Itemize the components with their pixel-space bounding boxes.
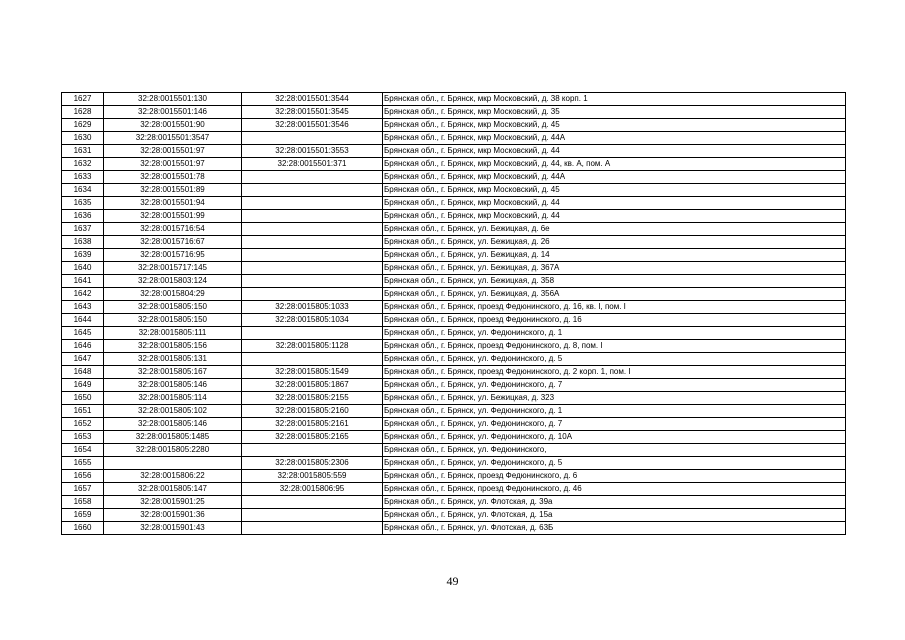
related-cadastral-number-cell: 32:28:0015805:1867	[242, 379, 383, 392]
row-number: 1650	[62, 392, 104, 405]
related-cadastral-number-cell	[242, 275, 383, 288]
table-row	[62, 184, 846, 197]
address-cell: Брянская обл., г. Брянск, ул. Бежицкая, д. 6е	[383, 223, 846, 236]
table-row	[62, 249, 846, 262]
table-row	[62, 483, 846, 496]
address-cell: Брянская обл., г. Брянск, мкр Московский, д. 44А	[383, 132, 846, 145]
row-number: 1649	[62, 379, 104, 392]
address-cell: Брянская обл., г. Брянск, проезд Федюнинского, д. 16, кв. I, пом. I	[383, 301, 846, 314]
cadastral-number-cell: 32:28:0015803:124	[104, 275, 242, 288]
table-row	[62, 444, 846, 457]
table-row	[62, 392, 846, 405]
cadastral-number-cell: 32:28:0015501:130	[104, 93, 242, 106]
row-number: 1630	[62, 132, 104, 145]
related-cadastral-number-cell: 32:28:0015501:371	[242, 158, 383, 171]
cadastral-number-cell: 32:28:0015901:25	[104, 496, 242, 509]
related-cadastral-number-cell: 32:28:0015501:3544	[242, 93, 383, 106]
table-row	[62, 93, 846, 106]
row-number: 1628	[62, 106, 104, 119]
cadastral-number-cell: 32:28:0015805:150	[104, 301, 242, 314]
cadastral-number-cell: 32:28:0015805:102	[104, 405, 242, 418]
table-row	[62, 366, 846, 379]
row-number: 1654	[62, 444, 104, 457]
table-row	[62, 431, 846, 444]
related-cadastral-number-cell: 32:28:0015805:1033	[242, 301, 383, 314]
cadastral-number-cell: 32:28:0015716:54	[104, 223, 242, 236]
table-row	[62, 288, 846, 301]
cadastral-number-cell: 32:28:0015804:29	[104, 288, 242, 301]
related-cadastral-number-cell	[242, 353, 383, 366]
table-row	[62, 210, 846, 223]
cadastral-number-cell: 32:28:0015805:146	[104, 418, 242, 431]
table-row	[62, 171, 846, 184]
address-cell: Брянская обл., г. Брянск, ул. Федюнинского, д. 5	[383, 457, 846, 470]
row-number: 1653	[62, 431, 104, 444]
cadastral-number-cell	[104, 457, 242, 470]
table-row	[62, 457, 846, 470]
row-number: 1648	[62, 366, 104, 379]
table-row	[62, 262, 846, 275]
table-row	[62, 275, 846, 288]
address-cell: Брянская обл., г. Брянск, ул. Бежицкая, д. 367А	[383, 262, 846, 275]
property-registry-table	[61, 92, 846, 535]
address-cell: Брянская обл., г. Брянск, ул. Федюнинского, д. 1	[383, 405, 846, 418]
row-number: 1656	[62, 470, 104, 483]
address-cell: Брянская обл., г. Брянск, проезд Федюнинского, д. 16	[383, 314, 846, 327]
cadastral-number-cell: 32:28:0015805:111	[104, 327, 242, 340]
row-number: 1655	[62, 457, 104, 470]
related-cadastral-number-cell: 32:28:0015501:3553	[242, 145, 383, 158]
table-row	[62, 405, 846, 418]
address-cell: Брянская обл., г. Брянск, мкр Московский, д. 44	[383, 197, 846, 210]
address-cell: Брянская обл., г. Брянск, ул. Федюнинского, д. 5	[383, 353, 846, 366]
related-cadastral-number-cell: 32:28:0015501:3546	[242, 119, 383, 132]
address-cell: Брянская обл., г. Брянск, ул. Федюнинского, д. 10А	[383, 431, 846, 444]
related-cadastral-number-cell	[242, 210, 383, 223]
cadastral-number-cell: 32:28:0015501:90	[104, 119, 242, 132]
related-cadastral-number-cell	[242, 197, 383, 210]
table-row	[62, 197, 846, 210]
table-row	[62, 119, 846, 132]
row-number: 1646	[62, 340, 104, 353]
table-row	[62, 340, 846, 353]
cadastral-number-cell: 32:28:0015805:167	[104, 366, 242, 379]
row-number: 1642	[62, 288, 104, 301]
row-number: 1641	[62, 275, 104, 288]
row-number: 1644	[62, 314, 104, 327]
cadastral-number-cell: 32:28:0015716:95	[104, 249, 242, 262]
row-number: 1632	[62, 158, 104, 171]
address-cell: Брянская обл., г. Брянск, проезд Федюнинского, д. 8, пом. I	[383, 340, 846, 353]
related-cadastral-number-cell: 32:28:0015805:559	[242, 470, 383, 483]
page-number: 49	[446, 574, 459, 588]
address-cell: Брянская обл., г. Брянск, ул. Бежицкая, д. 14	[383, 249, 846, 262]
row-number: 1659	[62, 509, 104, 522]
cadastral-number-cell: 32:28:0015805:147	[104, 483, 242, 496]
address-cell: Брянская обл., г. Брянск, мкр Московский, д. 44	[383, 210, 846, 223]
address-cell: Брянская обл., г. Брянск, ул. Федюнинского,	[383, 444, 846, 457]
row-number: 1629	[62, 119, 104, 132]
row-number: 1647	[62, 353, 104, 366]
related-cadastral-number-cell	[242, 509, 383, 522]
row-number: 1635	[62, 197, 104, 210]
related-cadastral-number-cell	[242, 223, 383, 236]
cadastral-number-cell: 32:28:0015805:1485	[104, 431, 242, 444]
cadastral-number-cell: 32:28:0015501:146	[104, 106, 242, 119]
related-cadastral-number-cell	[242, 288, 383, 301]
cadastral-number-cell: 32:28:0015805:150	[104, 314, 242, 327]
cadastral-number-cell: 32:28:0015805:131	[104, 353, 242, 366]
address-cell: Брянская обл., г. Брянск, мкр Московский, д. 45	[383, 119, 846, 132]
related-cadastral-number-cell	[242, 132, 383, 145]
related-cadastral-number-cell: 32:28:0015806:95	[242, 483, 383, 496]
row-number: 1658	[62, 496, 104, 509]
related-cadastral-number-cell	[242, 327, 383, 340]
address-cell: Брянская обл., г. Брянск, ул. Федюнинского, д. 7	[383, 418, 846, 431]
table-row	[62, 327, 846, 340]
cadastral-number-cell: 32:28:0015901:43	[104, 522, 242, 535]
address-cell: Брянская обл., г. Брянск, ул. Флотская, д. 15а	[383, 509, 846, 522]
related-cadastral-number-cell: 32:28:0015805:2155	[242, 392, 383, 405]
related-cadastral-number-cell: 32:28:0015805:2165	[242, 431, 383, 444]
table-row	[62, 353, 846, 366]
row-number: 1651	[62, 405, 104, 418]
cadastral-number-cell: 32:28:0015901:36	[104, 509, 242, 522]
cadastral-number-cell: 32:28:0015501:89	[104, 184, 242, 197]
row-number: 1657	[62, 483, 104, 496]
row-number: 1631	[62, 145, 104, 158]
cadastral-number-cell: 32:28:0015716:67	[104, 236, 242, 249]
row-number: 1633	[62, 171, 104, 184]
address-cell: Брянская обл., г. Брянск, проезд Федюнинского, д. 46	[383, 483, 846, 496]
row-number: 1636	[62, 210, 104, 223]
related-cadastral-number-cell: 32:28:0015805:2161	[242, 418, 383, 431]
address-cell: Брянская обл., г. Брянск, мкр Московский, д. 44А	[383, 171, 846, 184]
address-cell: Брянская обл., г. Брянск, ул. Бежицкая, д. 356А	[383, 288, 846, 301]
related-cadastral-number-cell	[242, 522, 383, 535]
address-cell: Брянская обл., г. Брянск, проезд Федюнинского, д. 2 корп. 1, пом. I	[383, 366, 846, 379]
table-row	[62, 509, 846, 522]
table-row	[62, 418, 846, 431]
related-cadastral-number-cell: 32:28:0015805:1128	[242, 340, 383, 353]
table-row	[62, 223, 846, 236]
row-number: 1639	[62, 249, 104, 262]
address-cell: Брянская обл., г. Брянск, ул. Бежицкая, д. 323	[383, 392, 846, 405]
row-number: 1643	[62, 301, 104, 314]
related-cadastral-number-cell	[242, 249, 383, 262]
cadastral-number-cell: 32:28:0015805:146	[104, 379, 242, 392]
address-cell: Брянская обл., г. Брянск, мкр Московский, д. 45	[383, 184, 846, 197]
related-cadastral-number-cell: 32:28:0015805:2160	[242, 405, 383, 418]
related-cadastral-number-cell: 32:28:0015805:1549	[242, 366, 383, 379]
address-cell: Брянская обл., г. Брянск, мкр Московский, д. 35	[383, 106, 846, 119]
table-row	[62, 132, 846, 145]
table-row	[62, 314, 846, 327]
related-cadastral-number-cell	[242, 171, 383, 184]
row-number: 1652	[62, 418, 104, 431]
cadastral-number-cell: 32:28:0015805:2280	[104, 444, 242, 457]
cadastral-number-cell: 32:28:0015805:114	[104, 392, 242, 405]
related-cadastral-number-cell: 32:28:0015805:1034	[242, 314, 383, 327]
row-number: 1660	[62, 522, 104, 535]
address-cell: Брянская обл., г. Брянск, ул. Флотская, д. 39а	[383, 496, 846, 509]
related-cadastral-number-cell	[242, 236, 383, 249]
cadastral-number-cell: 32:28:0015501:97	[104, 158, 242, 171]
table-row	[62, 470, 846, 483]
related-cadastral-number-cell	[242, 496, 383, 509]
address-cell: Брянская обл., г. Брянск, ул. Федюнинского, д. 7	[383, 379, 846, 392]
row-number: 1634	[62, 184, 104, 197]
table-row	[62, 145, 846, 158]
cadastral-number-cell: 32:28:0015805:156	[104, 340, 242, 353]
row-number: 1645	[62, 327, 104, 340]
row-number: 1627	[62, 93, 104, 106]
address-cell: Брянская обл., г. Брянск, мкр Московский, д. 44	[383, 145, 846, 158]
related-cadastral-number-cell	[242, 262, 383, 275]
related-cadastral-number-cell: 32:28:0015805:2306	[242, 457, 383, 470]
table-row	[62, 522, 846, 535]
address-cell: Брянская обл., г. Брянск, мкр Московский, д. 44, кв. А, пом. А	[383, 158, 846, 171]
table-row	[62, 379, 846, 392]
cadastral-number-cell: 32:28:0015717:145	[104, 262, 242, 275]
related-cadastral-number-cell	[242, 184, 383, 197]
cadastral-number-cell: 32:28:0015806:22	[104, 470, 242, 483]
table-body	[62, 93, 846, 535]
row-number: 1637	[62, 223, 104, 236]
row-number: 1640	[62, 262, 104, 275]
address-cell: Брянская обл., г. Брянск, ул. Федюнинского, д. 1	[383, 327, 846, 340]
table-row	[62, 158, 846, 171]
address-cell: Брянская обл., г. Брянск, ул. Бежицкая, д. 26	[383, 236, 846, 249]
cadastral-number-cell: 32:28:0015501:3547	[104, 132, 242, 145]
table-row	[62, 301, 846, 314]
related-cadastral-number-cell: 32:28:0015501:3545	[242, 106, 383, 119]
table-row	[62, 236, 846, 249]
table-row	[62, 496, 846, 509]
row-number: 1638	[62, 236, 104, 249]
cadastral-number-cell: 32:28:0015501:99	[104, 210, 242, 223]
table-row	[62, 106, 846, 119]
address-cell: Брянская обл., г. Брянск, ул. Бежицкая, д. 358	[383, 275, 846, 288]
address-cell: Брянская обл., г. Брянск, мкр Московский, д. 38 корп. 1	[383, 93, 846, 106]
cadastral-number-cell: 32:28:0015501:94	[104, 197, 242, 210]
address-cell: Брянская обл., г. Брянск, ул. Флотская, д. 63Б	[383, 522, 846, 535]
cadastral-number-cell: 32:28:0015501:97	[104, 145, 242, 158]
address-cell: Брянская обл., г. Брянск, проезд Федюнинского, д. 6	[383, 470, 846, 483]
cadastral-number-cell: 32:28:0015501:78	[104, 171, 242, 184]
related-cadastral-number-cell	[242, 444, 383, 457]
